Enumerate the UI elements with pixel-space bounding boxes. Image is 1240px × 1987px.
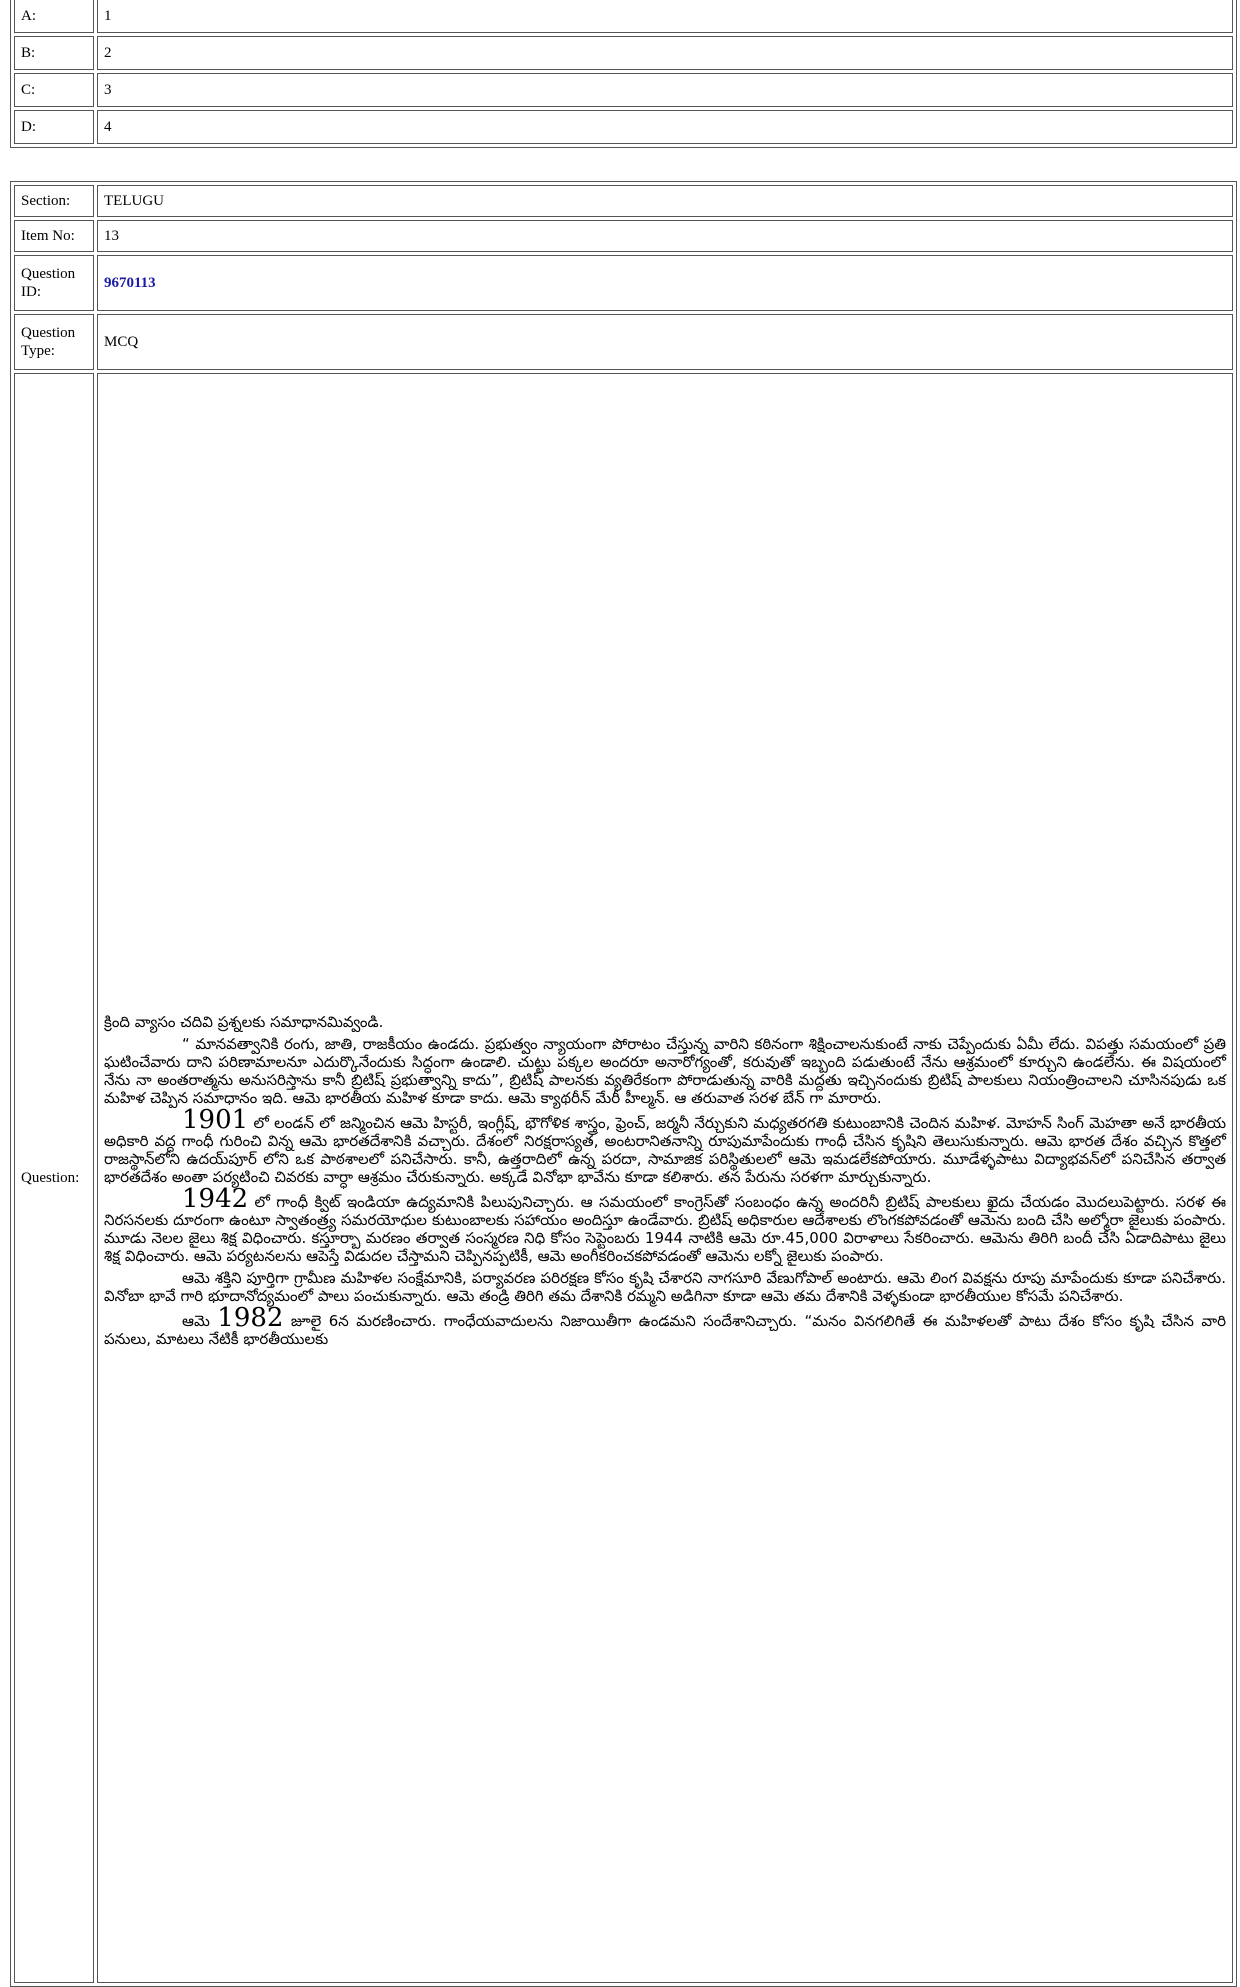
option-row bbox=[14, 0, 1233, 33]
option-value: 1 bbox=[97, 0, 1233, 33]
section-value: TELUGU bbox=[97, 185, 1233, 217]
paragraph-text: లో గాంధీ క్విట్ ఇండియా ఉద్యమానికి పిలుపునిచ్చారు. ఆ సమయంలో కాంగ్రెస్‌తో సంబంధం ఉన్న అందరినీ బ్రిటిష్ పాలకులు ఖైదు చేయడం మొదలుపెట్టారు. సరళ ఈ నిరసనలకు దూరంగా ఉంటూ స్వాతంత్ర్య సమరయోధుల కుటుంబాలకు సహాయం అందిస్తూ ఉండేవారు. బ్రిటిష్ అధికారుల ఆదేశాలకు లొంగకపోవడంతో ఆమెను బంది చేసి అల్మోరా జైలుకు పంపారు. మూడు నెలల జైలు శిక్ష విధించారు. కస్తూర్బా మరణం తర్వాత సంస్మరణ నిధి కోసం సెప్టెంబరు 1944 నాటికి ఆమె రూ.45,000 విరాళాలు సేకరించారు. ఆమెను తిరిగి బందీ చేసి ఏడాదిపాటు జైలు శిక్ష విధించారు. ఆమె పర్యటనలను ఆపెస్తే విడుదల చేస్తామని చెప్పినప్పటికీ, ఆమె అంగీకరించకపోవడంతో ఆమెను లక్నో జైలుకు పంపారు. bbox=[104, 1192, 1226, 1265]
passage-paragraph bbox=[104, 1104, 1227, 1186]
question-table bbox=[10, 181, 1237, 1987]
question-heading: క్రింది వ్యాసం చదివి ప్రశ్నలకు సమాధానమివ్వండి. bbox=[104, 1012, 384, 1031]
question-type-row bbox=[14, 314, 1233, 370]
section-row bbox=[14, 185, 1233, 217]
option-row bbox=[14, 110, 1233, 144]
paragraph-text: ఆమె bbox=[182, 1311, 218, 1330]
year-number: 1901 bbox=[182, 1104, 249, 1135]
question-id-row bbox=[14, 255, 1233, 311]
question-row bbox=[14, 373, 1233, 1983]
question-type-label: Question Type: bbox=[14, 314, 94, 370]
item-no-label: Item No: bbox=[14, 220, 94, 252]
paragraph-text: జూలై 6న మరణించారు. గాంధేయవాదులను నిజాయితీగా ఉండమని సందేశానిచ్చారు. “మనం వినగలిగితే ఈ మహిళలతో పాటు దేశం కోసం కృషి చేసిన వారి పనులు, మాటలు నేటికీ భారతీయులకు bbox=[104, 1311, 1226, 1348]
options-table bbox=[10, 0, 1237, 148]
option-value: 2 bbox=[97, 36, 1233, 70]
question-id-value: 9670113 bbox=[97, 255, 1233, 311]
passage-paragraph: “ మానవత్వానికి రంగు, జాతి, రాజకీయం ఉండదు. ప్రభుత్వం న్యాయంగా పోరాటం చేస్తున్న వారిని కఠినంగా శిక్షించాలనుకుంటే నాకు చెప్పేందుకు ఏమీ లేదు. విపత్తు సమయంలో ప్రతి ఘటించేవారు దాని పరిణామాలనూ ఎదుర్కొనేందుకు సిద్ధంగా ఉండాలి. చుట్టు పక్కల అందరూ అనారోగ్యంతో, కరువుతో ఇబ్బంది పడుతుంటే నేను ఆశ్రమంలో కూర్చుని ఉండలేను. ఈ విషయంలో నేను నా అంతరాత్మను అనుసరిస్తాను కానీ బ్రిటిష్ ప్రభుత్వాన్ని కాదు”, బ్రిటిష్ పాలనకు వ్యతిరేకంగా పోరాడుతున్న వారికి మద్దతు ఇచ్చినందుకు బ్రిటిష్ పాలకులు నియంత్రించాలని చూసినపుడు ఒక మహిళ చెప్పిన సమాధానం ఇది. ఆమె భారతీయ మహిళ కూడా కాదు. ఆమె క్యాథరీన్ మేరీ హీల్మన్. ఆ తరువాత సరళ బేన్ గా మారారు. bbox=[104, 1034, 1226, 1107]
option-label: D: bbox=[14, 110, 94, 144]
question-body bbox=[97, 373, 1233, 1983]
year-number: 1942 bbox=[182, 1183, 249, 1214]
year-number: 1982 bbox=[217, 1302, 284, 1333]
option-value: 4 bbox=[97, 110, 1233, 144]
section-label: Section: bbox=[14, 185, 94, 217]
passage-paragraph bbox=[104, 1302, 1226, 1348]
question-id-label: Question ID: bbox=[14, 255, 94, 311]
option-row bbox=[14, 73, 1233, 107]
item-no-row bbox=[14, 220, 1233, 252]
option-label: B: bbox=[14, 36, 94, 70]
item-no-value: 13 bbox=[97, 220, 1233, 252]
option-label: A: bbox=[14, 0, 94, 33]
paragraph-text: లో లండన్ లో జన్మించిన ఆమె హిస్టరీ, ఇంగ్లీష్, భౌగోళిక శాస్త్రం, ఫ్రెంచ్, జర్మనీ నేర్చుకుని మధ్యతరగతి కుటుంబానికి చెందిన మహిళ. మోహన్ సింగ్ మెహతా అనే భారతీయ అధికారి వద్ద గాంధీ గురించి విన్న ఆమె భారతదేశానికి వచ్చారు. దేశంలో నిరక్షరాస్యత, అంటరానితనాన్ని రూపుమాపేందుకు గాంధీ చేసిన కృషిని తెలుసుకున్నారు. ఆమె భారత దేశం వచ్చిన కొత్తలో రాజస్థాన్‌లోని ఉదయ్‌పూర్ లోని ఒక పాఠశాలలో పనిచేసారు. కానీ, ఉత్తరాదిలో ఉన్న పరదా, సామాజిక పరిస్థితులలో ఆమె ఇమడలేకపోయారు. మూడేళ్ళపాటు విద్యాభవన్‌లో పనిచేసిన తర్వాత భారతదేశం అంతా పర్యటించి చివరకు వార్ధా ఆశ్రమం చేరుకున్నారు. అక్కడే వినోభా భావేను కూడా కలిశారు. తన పేరును సరళగా మార్చుకున్నారు. bbox=[104, 1113, 1227, 1186]
option-label: C: bbox=[14, 73, 94, 107]
passage-paragraph: ఆమె శక్తిని పూర్తిగా గ్రామీణ మహిళల సంక్షేమానికి, పర్యావరణ పరిరక్షణ కోసం కృషి చేశారని నాగసూరి వేణుగోపాల్ అంటారు. ఆమె లింగ వివక్షను రూపు మాపేందుకు కూడా పనిచేశారు. వినోబా భావే గారి భూదానోద్యమంలో పాలు పంచుకున్నారు. ఆమె తండ్రి తిరిగి తమ దేశానికి రమ్మని అడిగినా కూడా ఆమె తమ దేశానికి వెళ్ళకుండా భారతీయుల కోసమే పనిచేశారు. bbox=[104, 1268, 1226, 1305]
option-row bbox=[14, 36, 1233, 70]
question-label: Question: bbox=[14, 373, 94, 1983]
passage-paragraph bbox=[104, 1183, 1226, 1265]
question-type-value: MCQ bbox=[97, 314, 1233, 370]
option-value: 3 bbox=[97, 73, 1233, 107]
